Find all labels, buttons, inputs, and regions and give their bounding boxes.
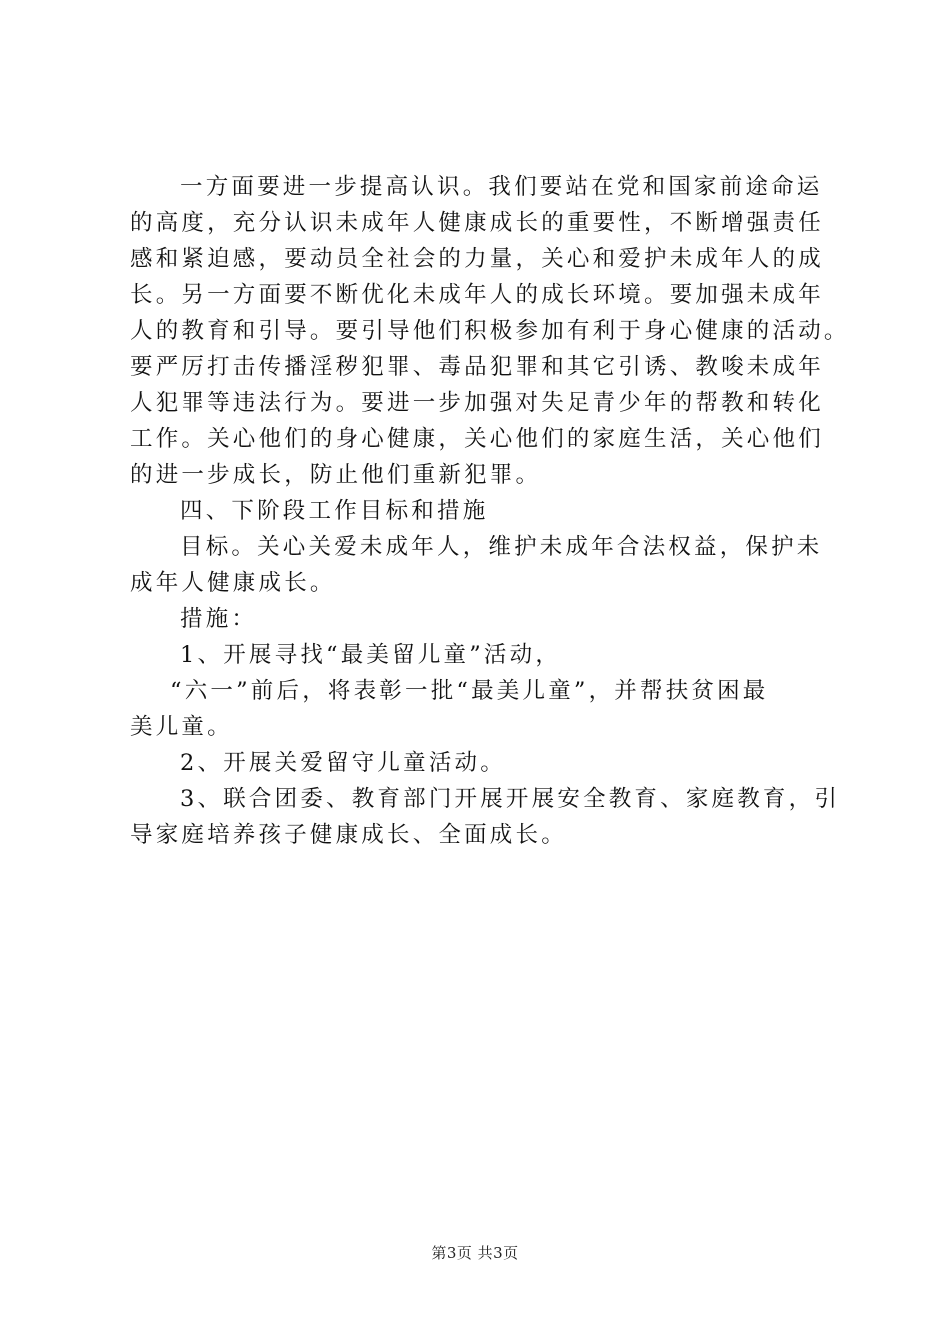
- section-heading: 四、下阶段工作目标和措施: [180, 498, 489, 524]
- text-line: 的高度，充分认识未成年人健康成长的重要性，不断增强责任: [130, 210, 824, 236]
- text-line: 人犯罪等违法行为。要进一步加强对失足青少年的帮教和转化: [130, 390, 824, 416]
- text-line: 美儿童。: [130, 714, 233, 740]
- text-line: 长。另一方面要不断优化未成年人的成长环境。要加强未成年: [130, 282, 824, 308]
- text-line: 一方面要进一步提高认识。我们要站在党和国家前途命运: [180, 174, 823, 200]
- page-number-footer: 第3页 共3页: [431, 1244, 519, 1262]
- text-line: 措施：: [180, 606, 258, 632]
- list-item: 3、联合团委、教育部门开展开展安全教育、家庭教育，引: [180, 786, 841, 812]
- text-line: 感和紧迫感，要动员全社会的力量，关心和爱护未成年人的成: [130, 246, 824, 272]
- text-line: 工作。关心他们的身心健康，关心他们的家庭生活，关心他们: [130, 426, 824, 452]
- text-line: 的进一步成长，防止他们重新犯罪。: [130, 462, 542, 488]
- text-line: 要严厉打击传播淫秽犯罪、毒品犯罪和其它引诱、教唆未成年: [130, 354, 824, 380]
- list-item: 2、开展关爱留守儿童活动。: [180, 750, 506, 776]
- text-line: 目标。关心关爱未成年人，维护未成年合法权益，保护未: [180, 534, 823, 560]
- text-line: 导家庭培养孩子健康成长、全面成长。: [130, 822, 567, 848]
- text-line: 成年人健康成长。: [130, 570, 336, 596]
- list-item: 1、开展寻找“最美留儿童”活动，: [180, 642, 562, 668]
- text-line: 人的教育和引导。要引导他们积极参加有利于身心健康的活动。: [130, 318, 850, 344]
- text-line: “六一”前后，将表彰一批“最美儿童”，并帮扶贫困最: [170, 678, 769, 704]
